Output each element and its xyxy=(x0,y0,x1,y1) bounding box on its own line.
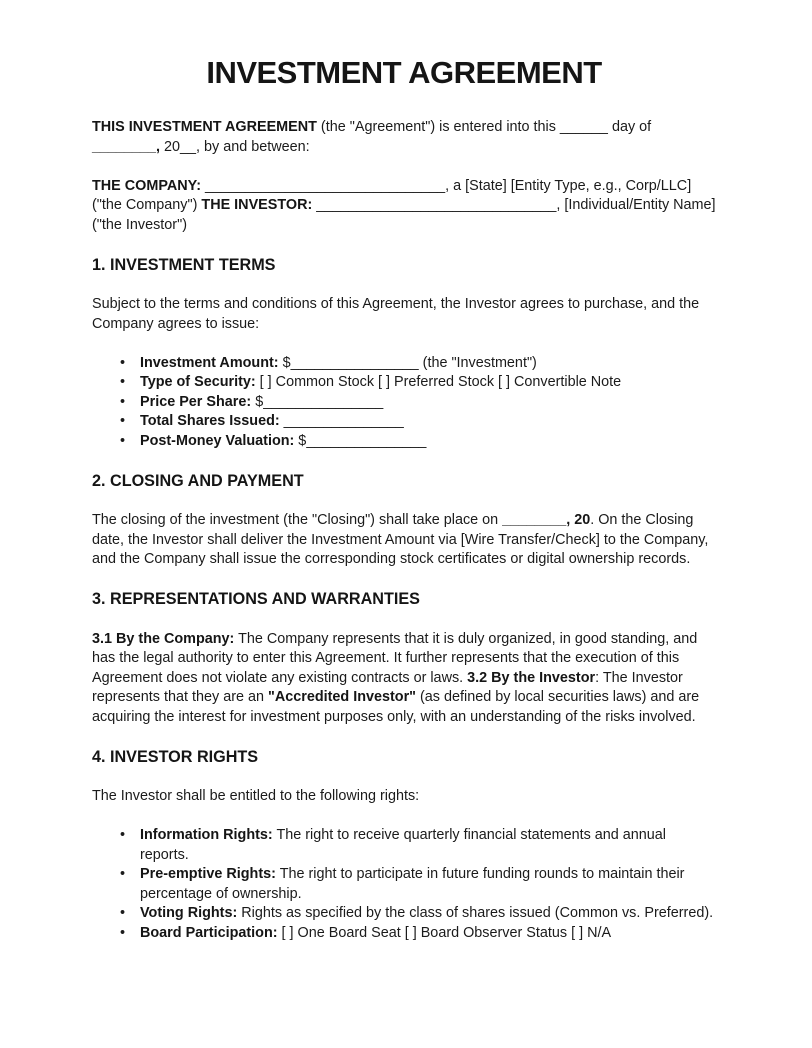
list-item-voting-rights: • Voting Rights: Rights as specified by the class of shares issued (Common vs. Preferred). xyxy=(119,904,716,924)
investment-terms-list xyxy=(92,354,716,452)
list-item-preemptive-rights: • Pre-emptive Rights: The right to participate in future funding rounds to maintain their percentage of ownership. xyxy=(119,865,716,904)
list-item-board-participation: • Board Participation: [ ] One Board Seat [ ] Board Observer Status [ ] N/A xyxy=(119,924,716,944)
section-2-paragraph: The closing of the investment (the "Closing") shall take place on ________, 20. On the Closing date, the Investor shall deliver the Investment Amount via [Wire Transfer/Check] to the Company, and the Company shall issue the corresponding stock certificates or digital ownership records. xyxy=(92,512,709,567)
section-3-paragraph: 3.1 By the Company: The Company represents that it is duly organized, in good standing, and has the legal authority to enter this Agreement. It further represents that the execution of this Agreement does not violate any existing contracts or laws. 3.2 By the Investor: The Investor represents that they are an "Accredited Investor" (as defined by local securities laws) and are acquiring the interest for investment purposes only, with an understanding of the risks involved. xyxy=(92,630,700,725)
parties-paragraph: THE COMPANY: ______________________________, a [State] [Entity Type, e.g., Corp/LLC] ("the Company") THE INVESTOR: ______________________________, [Individual/Entity Name] ("the Investor") xyxy=(92,177,716,233)
document-title: INVESTMENT AGREEMENT xyxy=(206,55,602,90)
list-item-type-of-security: • Type of Security: [ ] Common Stock [ ] Preferred Stock [ ] Convertible Note xyxy=(119,373,716,393)
list-item-total-shares-issued: • Total Shares Issued: _______________ xyxy=(119,412,716,432)
section-4-investor-rights-heading: 4. INVESTOR RIGHTS xyxy=(92,747,259,766)
section-2-closing-and-payment-heading: 2. CLOSING AND PAYMENT xyxy=(92,471,304,490)
investor-rights-list xyxy=(92,826,716,943)
preamble-paragraph: THIS INVESTMENT AGREEMENT (the "Agreement") is entered into this ______ day of ________, 20__, by and between: xyxy=(92,119,652,155)
list-item-post-money-valuation: • Post-Money Valuation: $_______________ xyxy=(119,432,716,452)
list-item-investment-amount: • Investment Amount: $________________ (the "Investment") xyxy=(119,354,716,374)
section-1-investment-terms-heading: 1. INVESTMENT TERMS xyxy=(92,255,276,274)
list-item-price-per-share: • Price Per Share: $_______________ xyxy=(119,393,716,413)
section-4-intro-paragraph: The Investor shall be entitled to the following rights: xyxy=(92,788,420,804)
list-item-information-rights: • Information Rights: The right to receive quarterly financial statements and annual reports. xyxy=(119,826,716,865)
section-1-intro-paragraph: Subject to the terms and conditions of this Agreement, the Investor agrees to purchase, and the Company agrees to issue: xyxy=(92,296,700,332)
section-3-representations-warranties-heading: 3. REPRESENTATIONS AND WARRANTIES xyxy=(92,590,420,608)
